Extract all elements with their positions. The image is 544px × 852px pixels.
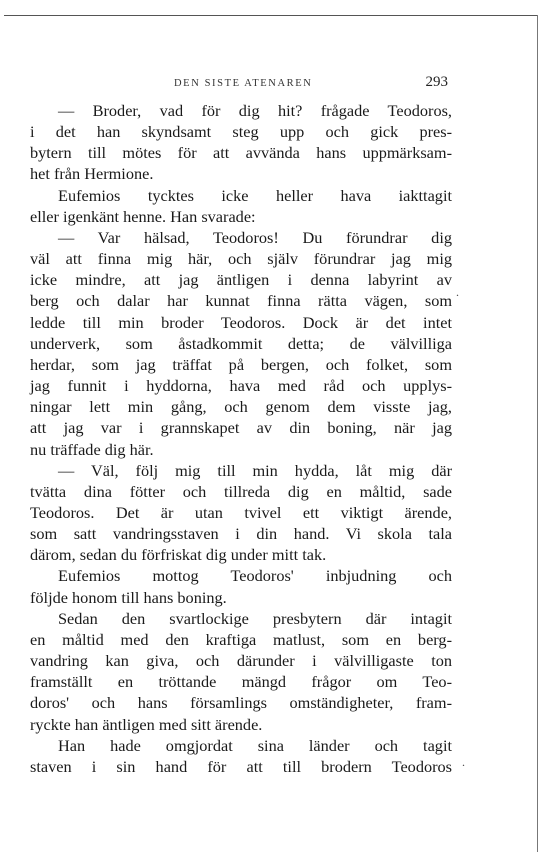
body-text — [30, 100, 452, 777]
text-line: väl att finna mig här, och själv förundrar jag mig — [30, 249, 452, 269]
text-line: Eufemios mottog Teodoros' inbjudning och — [58, 566, 452, 586]
text-line: att jag var i grannskapet av din boning, när jag — [30, 418, 452, 438]
text-line: framställt en tröttande mängd frågor om Teo- — [30, 672, 452, 692]
text-line: därom, sedan du förfriskat dig under mitt tak. — [30, 545, 327, 565]
text-line: staven i sin hand för att till brodern Teodoros — [30, 756, 452, 776]
text-line: bytern till mötes för att avvända hans uppmärksam- — [30, 143, 452, 163]
print-speck: . — [462, 755, 465, 769]
text-line: som satt vandringsstaven i din hand. Vi skola tala — [30, 524, 452, 544]
text-line: het från Hermione. — [30, 164, 154, 184]
text-line: Han hade omgjordat sina länder och tagit — [58, 735, 452, 755]
text-line: tvätta dina fötter och tillreda dig en måltid, sade — [30, 481, 452, 501]
text-line: eller igenkänt henne. Han svarade: — [30, 206, 256, 226]
text-line: doros' och hans församlings omständigheter, fram- — [30, 693, 452, 713]
text-line: icke mindre, att jag äntligen i denna labyrint av — [30, 270, 452, 290]
text-line: herdar, som jag träffat på bergen, och folket, som — [30, 354, 452, 374]
text-line: berg och dalar har kunnat finna rätta vägen, som — [30, 291, 452, 311]
text-line: — Var hälsad, Teodoros! Du förundrar dig — [58, 227, 452, 247]
top-border-line — [4, 15, 538, 16]
text-line: följde honom till hans boning. — [30, 587, 227, 607]
text-line: en måltid med den kraftiga matlust, som en berg- — [30, 629, 452, 649]
print-speck: . — [456, 285, 459, 299]
text-line: jag funnit i hyddorna, hava med råd och upplys- — [30, 376, 452, 396]
running-title: DEN SISTE ATENAREN — [174, 78, 313, 89]
text-line: Eufemios tycktes icke heller hava iakttagit — [58, 185, 452, 205]
text-line: underverk, som åstadkommit detta; de välvilliga — [30, 333, 452, 353]
text-line: i det han skyndsamt steg upp och gick pres- — [30, 122, 452, 142]
page-header — [174, 74, 448, 94]
text-line: — Väl, följ mig till min hydda, låt mig där — [58, 460, 452, 480]
text-line: ningar lett min gång, och genom dem visste jag, — [30, 397, 452, 417]
text-line: Sedan den svartlockige presbytern där intagit — [58, 608, 452, 628]
text-line: — Broder, vad för dig hit? frågade Teodoros, — [58, 101, 452, 120]
text-line: ryckte han äntligen med sitt ärende. — [30, 714, 263, 734]
text-line: ledde till min broder Teodoros. Dock är det intet — [30, 312, 452, 332]
text-line: nu träffade dig här. — [30, 439, 154, 459]
page-number: 293 — [425, 74, 448, 90]
text-line: Teodoros. Det är utan tvivel ett viktigt ärende, — [30, 502, 452, 522]
right-border-line — [537, 15, 538, 852]
text-line: vandring kan giva, och därunder i välvilligaste ton — [30, 651, 452, 671]
